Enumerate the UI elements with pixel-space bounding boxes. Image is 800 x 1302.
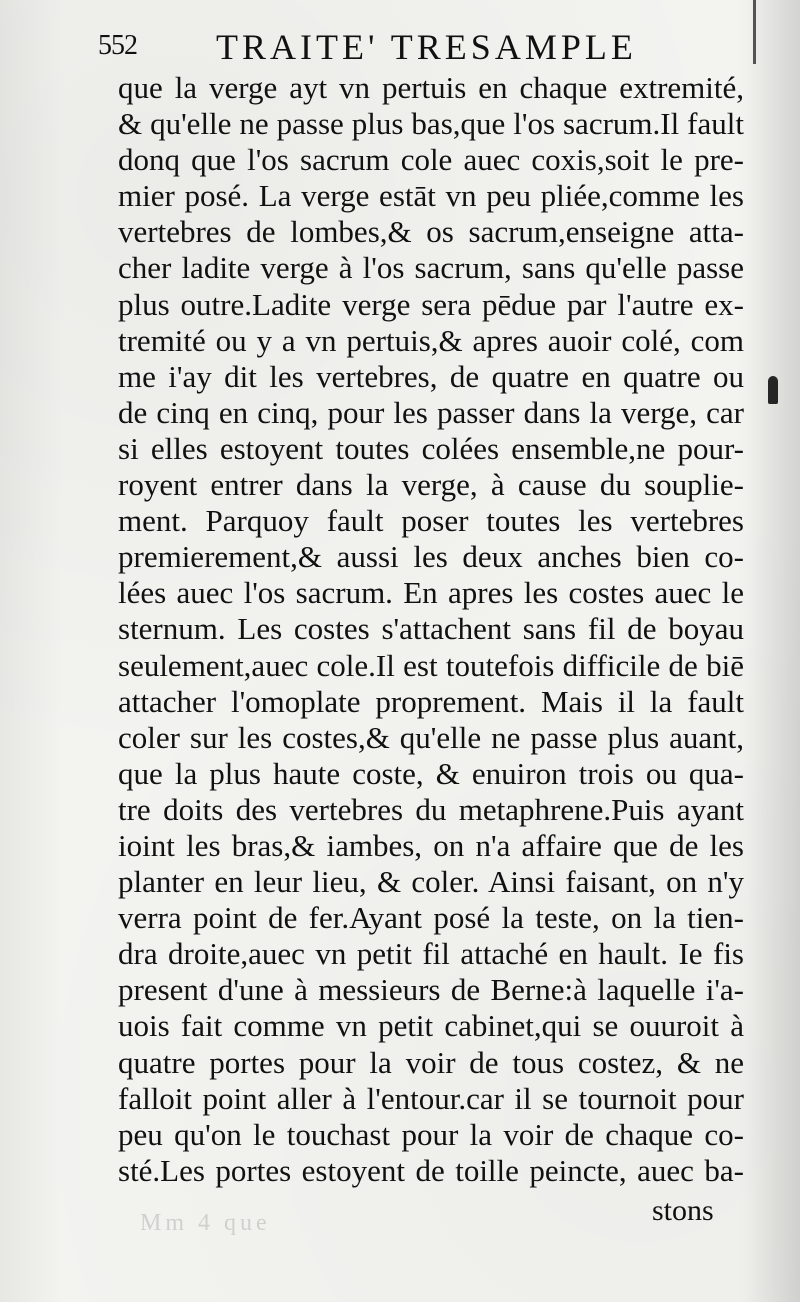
text-line: ioint les bras,& iambes, on n'a affaire que de les [118,827,744,863]
text-line: quatre portes pour la voir de tous costez, & ne [118,1044,744,1080]
page-right-edge-line [753,0,756,64]
text-line: coler sur les costes,& qu'elle ne passe plus auant, [118,719,744,755]
page-header [98,26,738,74]
text-line: peu qu'on le touchast pour la voir de chaque co- [118,1116,744,1152]
running-title: TRAITE' TRESAMPLE [216,27,637,67]
text-line: ment. Parquoy fault poser toutes les vertebres [118,503,744,539]
text-line: plus outre.Ladite verge sera pēdue par l'autre ex- [118,286,744,322]
text-line: si elles estoyent toutes colées ensemble,ne pour- [118,430,744,466]
text-line: dra droite,auec vn petit fil attaché en hault. Ie fis [118,936,744,972]
text-line: tre doits des vertebres du metaphrene.Puis ayant [118,791,744,827]
bleed-through-text: Mm 4 que [140,1210,271,1236]
text-line: de cinq en cinq, pour les passer dans la verge, car [118,394,744,430]
text-line: sté.Les portes estoyent de toille peincte, auec ba- [118,1152,744,1188]
text-line: cher ladite verge à l'os sacrum, sans qu'elle passe [118,250,744,286]
text-line: lées auec l'os sacrum. En apres les costes auec le [118,575,744,611]
text-line: royent entrer dans la verge, à cause du souplie- [118,467,744,503]
text-line: vertebres de lombes,& os sacrum,enseigne atta- [118,214,744,250]
text-line: planter en leur lieu, & coler. Ainsi faisant, on n'y [118,864,744,900]
text-line: que la verge ayt vn pertuis en chaque extremité, [118,70,744,105]
main-text-block [118,70,744,1189]
text-line: me i'ay dit les vertebres, de quatre en quatre ou [118,358,744,394]
text-line: mier posé. La verge estāt vn peu pliée,comme les [118,178,744,214]
text-line: falloit point aller à l'entour.car il se tournoit pour [118,1080,744,1116]
margin-mark [768,376,778,404]
text-line: uois fait comme vn petit cabinet,qui se ouuroit à [118,1008,744,1044]
catchword: stons [652,1194,714,1227]
page-right-edge-shadow [746,0,800,1302]
page-number: 552 [98,30,137,61]
text-line: verra point de fer.Ayant posé la teste, on la tien- [118,900,744,936]
text-line: premierement,& aussi les deux anches bien co- [118,539,744,575]
text-line: que la plus haute coste, & enuiron trois ou qua- [118,755,744,791]
text-line: sternum. Les costes s'attachent sans fil de boyau [118,611,744,647]
text-line: tremité ou y a vn pertuis,& apres auoir colé, com [118,322,744,358]
text-line: seulement,auec cole.Il est toutefois difficile de biē [118,647,744,683]
text-line: present d'une à messieurs de Berne:à laquelle i'a- [118,972,744,1008]
text-line: & qu'elle ne passe plus bas,que l'os sacrum.Il fault [118,106,744,142]
text-line: donq que l'os sacrum cole auec coxis,soit le pre- [118,142,744,178]
text-line: attacher l'omoplate proprement. Mais il la fault [118,683,744,719]
